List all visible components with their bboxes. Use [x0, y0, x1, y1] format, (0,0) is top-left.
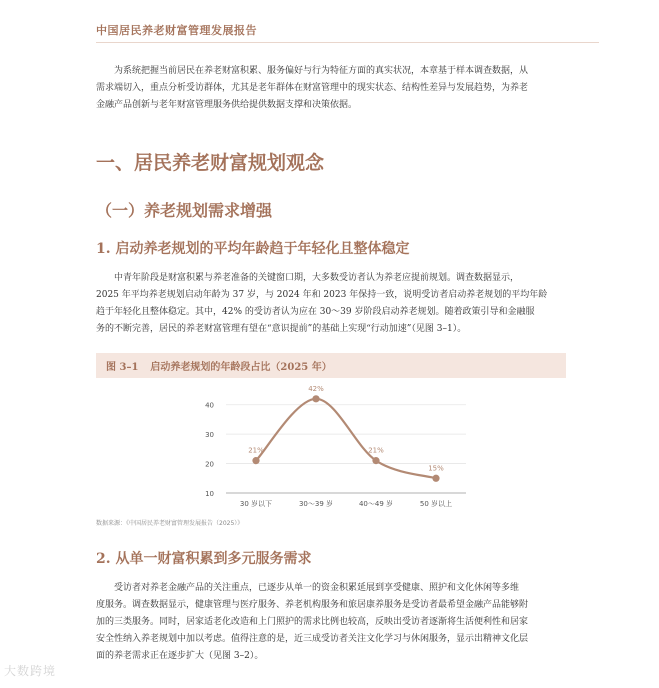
data-point: [312, 395, 319, 402]
intro-line: 为系统把握当前居民在养老财富积累、服务偏好与行为特征方面的真实状况，本章基于样本调查数据，从: [114, 66, 529, 76]
header-divider: [96, 42, 599, 43]
data-label: 21%: [368, 446, 384, 455]
paragraph-line: 趋于年轻化且整体稳定。其中，42% 的受访者认为应在 30～39 岁阶段启动养老规划。随着政策引导和金融服: [96, 307, 535, 317]
y-tick-label: 20: [205, 460, 214, 469]
data-label: 42%: [308, 385, 324, 393]
paragraph-line: 务的不断完善，居民的养老财富管理有望在“意识提前”的基础上实现“行动加速”（见图 3–1）。: [96, 324, 467, 334]
figure-caption: [106, 358, 332, 373]
data-label: 15%: [428, 464, 444, 473]
data-point: [252, 457, 259, 464]
y-tick-label: 30: [205, 431, 214, 440]
heading-2: 2. 从单一财富积累到多元服务需求: [96, 551, 312, 567]
x-tick-label: 40～49 岁: [358, 500, 394, 508]
figure-number: 图 3–1: [106, 362, 139, 373]
data-point: [372, 457, 379, 464]
watermark-logo: 大数跨境: [4, 664, 57, 678]
paragraph-1: [96, 270, 571, 338]
subsection-heading: （一）养老规划需求增强: [96, 201, 273, 220]
intro-line: 金融产品创新与老年财富管理服务供给提供数据支撑和决策依据。: [96, 100, 358, 110]
figure-caption-bar: [96, 353, 566, 378]
intro-line: 需求端切入，重点分析受访群体，尤其是老年群体在财富管理中的现实状态、结构性差异与发展趋势，为养老: [96, 83, 529, 93]
running-header: 中国居民养老财富管理发展报告: [96, 24, 257, 37]
y-tick-label: 10: [205, 490, 214, 498]
paragraph-line: 2025 年平均养老规划启动年龄为 37 岁，与 2024 年和 2023 年保持一致，说明受访者启动养老规划的平均年龄: [96, 290, 548, 300]
paragraph-line: 面的养老需求正在逐步扩大（见图 3–2）。: [96, 651, 264, 661]
section-heading: 一、居民养老财富规划观念: [96, 152, 325, 174]
paragraph-line: 度服务。调查数据显示，健康管理与医疗服务、养老机构服务和旅居康养服务是受访者最希望金融产品能够附: [96, 600, 529, 610]
data-point: [432, 475, 439, 482]
paragraph-2: [96, 580, 571, 665]
line-chart: [96, 385, 566, 515]
x-tick-label: 30 岁以下: [239, 500, 273, 508]
heading-1: 1. 启动养老规划的平均年龄趋于年轻化且整体稳定: [96, 241, 410, 257]
paragraph-line: 中青年阶段是财富积累与养老准备的关键窗口期，大多数受访者认为养老应提前规划。调查数据显示，: [114, 273, 520, 283]
data-label: 21%: [248, 446, 264, 455]
paragraph-line: 安全性纳入养老规划中加以考虑。值得注意的是，近三成受访者关注文化学习与休闲服务，显示出精神文化层: [96, 634, 529, 644]
data-source: 数据来源：《中国居民养老财富管理发展报告（2025）》: [96, 520, 244, 527]
y-tick-label: 40: [205, 401, 214, 410]
paragraph-line: 受访者对养老金融产品的关注重点，已逐步从单一的资金积累延展到享受健康、照护和文化休闲等多维: [114, 583, 520, 593]
figure-title: 启动养老规划的年龄段占比（2025 年）: [150, 362, 332, 373]
x-tick-label: 50 岁以上: [419, 500, 453, 508]
x-tick-label: 30～39 岁: [298, 500, 334, 508]
series-line: [256, 399, 436, 478]
intro-paragraph: [96, 63, 571, 114]
paragraph-line: 加的三类服务。同时，居家适老化改造和上门照护的需求比例也较高，反映出受访者逐渐将生活便利性和居家: [96, 617, 529, 627]
